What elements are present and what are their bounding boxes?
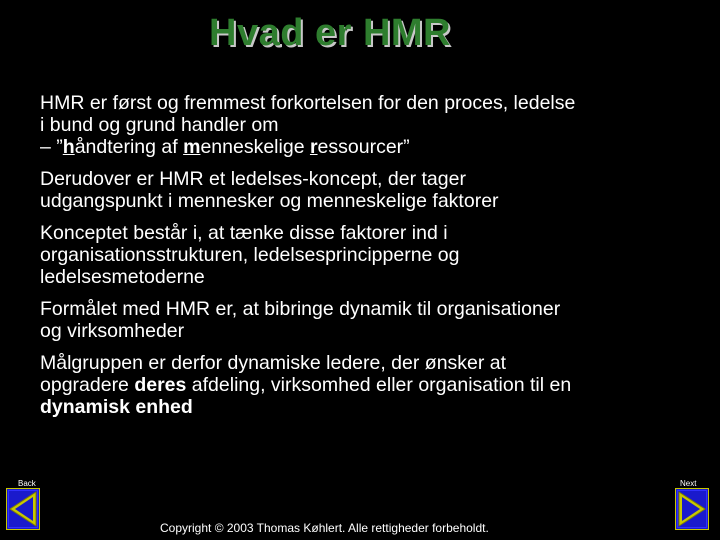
paragraph-3-line-2: organisationsstrukturen, ledelsesprincipperne og [40, 244, 460, 266]
quote-suffix: ” [403, 136, 410, 158]
paragraph-5-line-1: Målgruppen er derfor dynamiske ledere, der ønsker at [40, 352, 507, 374]
paragraph-3-line-1: Konceptet består i, at tænke disse faktorer ind i [40, 222, 448, 244]
quote-prefix: – ” [40, 136, 63, 158]
paragraph-2-line-1: Derudover er HMR et ledelses-koncept, der tager [40, 168, 466, 190]
triangle-left-icon [6, 488, 40, 530]
paragraph-5-line-3 [40, 396, 710, 418]
quote-initial-m: m [183, 136, 201, 158]
quote-rest-3: essourcer [317, 136, 404, 158]
paragraph-4-line-2: og virksomheder [40, 320, 185, 342]
quote-rest-1: åndtering af [74, 136, 184, 158]
paragraph-4-line-1: Formålet med HMR er, at bibringe dynamik til organisationer [40, 298, 561, 320]
quote-initial-h: h [62, 136, 75, 158]
back-button[interactable] [6, 479, 46, 530]
next-button[interactable] [675, 479, 715, 530]
paragraph-5 [40, 352, 710, 418]
slide-content [40, 92, 710, 428]
paragraph-5-line-2-a: opgradere [40, 374, 135, 396]
quote-rest-2: enneskelige [200, 136, 310, 158]
paragraph-2 [40, 168, 710, 212]
back-label: Back [18, 479, 36, 488]
paragraph-1-line-1: HMR er først og fremmest forkortelsen for den proces, ledelse [40, 92, 576, 114]
copyright-footer: Copyright © 2003 Thomas Køhlert. Alle rettigheder forbeholdt. [160, 521, 489, 535]
paragraph-5-line-2 [40, 374, 710, 396]
paragraph-5-line-2-b: afdeling, virksomhed eller organisation til en [186, 374, 572, 396]
paragraph-5-emphasis-deres: deres [134, 374, 187, 396]
paragraph-5-emphasis-dynamisk-enhed: dynamisk enhed [40, 396, 193, 418]
paragraph-1-quote [40, 136, 710, 158]
quote-initial-r: r [309, 136, 318, 158]
paragraph-1-line-2: i bund og grund handler om [40, 114, 279, 136]
paragraph-3 [40, 222, 710, 288]
triangle-right-icon [675, 488, 709, 530]
slide-title: Hvad er HMR [209, 12, 451, 54]
paragraph-3-line-3: ledelsesmetoderne [40, 266, 205, 288]
paragraph-4 [40, 298, 710, 342]
paragraph-1 [40, 92, 710, 158]
next-label: Next [680, 479, 697, 488]
paragraph-2-line-2: udgangspunkt i mennesker og menneskelige faktorer [40, 190, 499, 212]
